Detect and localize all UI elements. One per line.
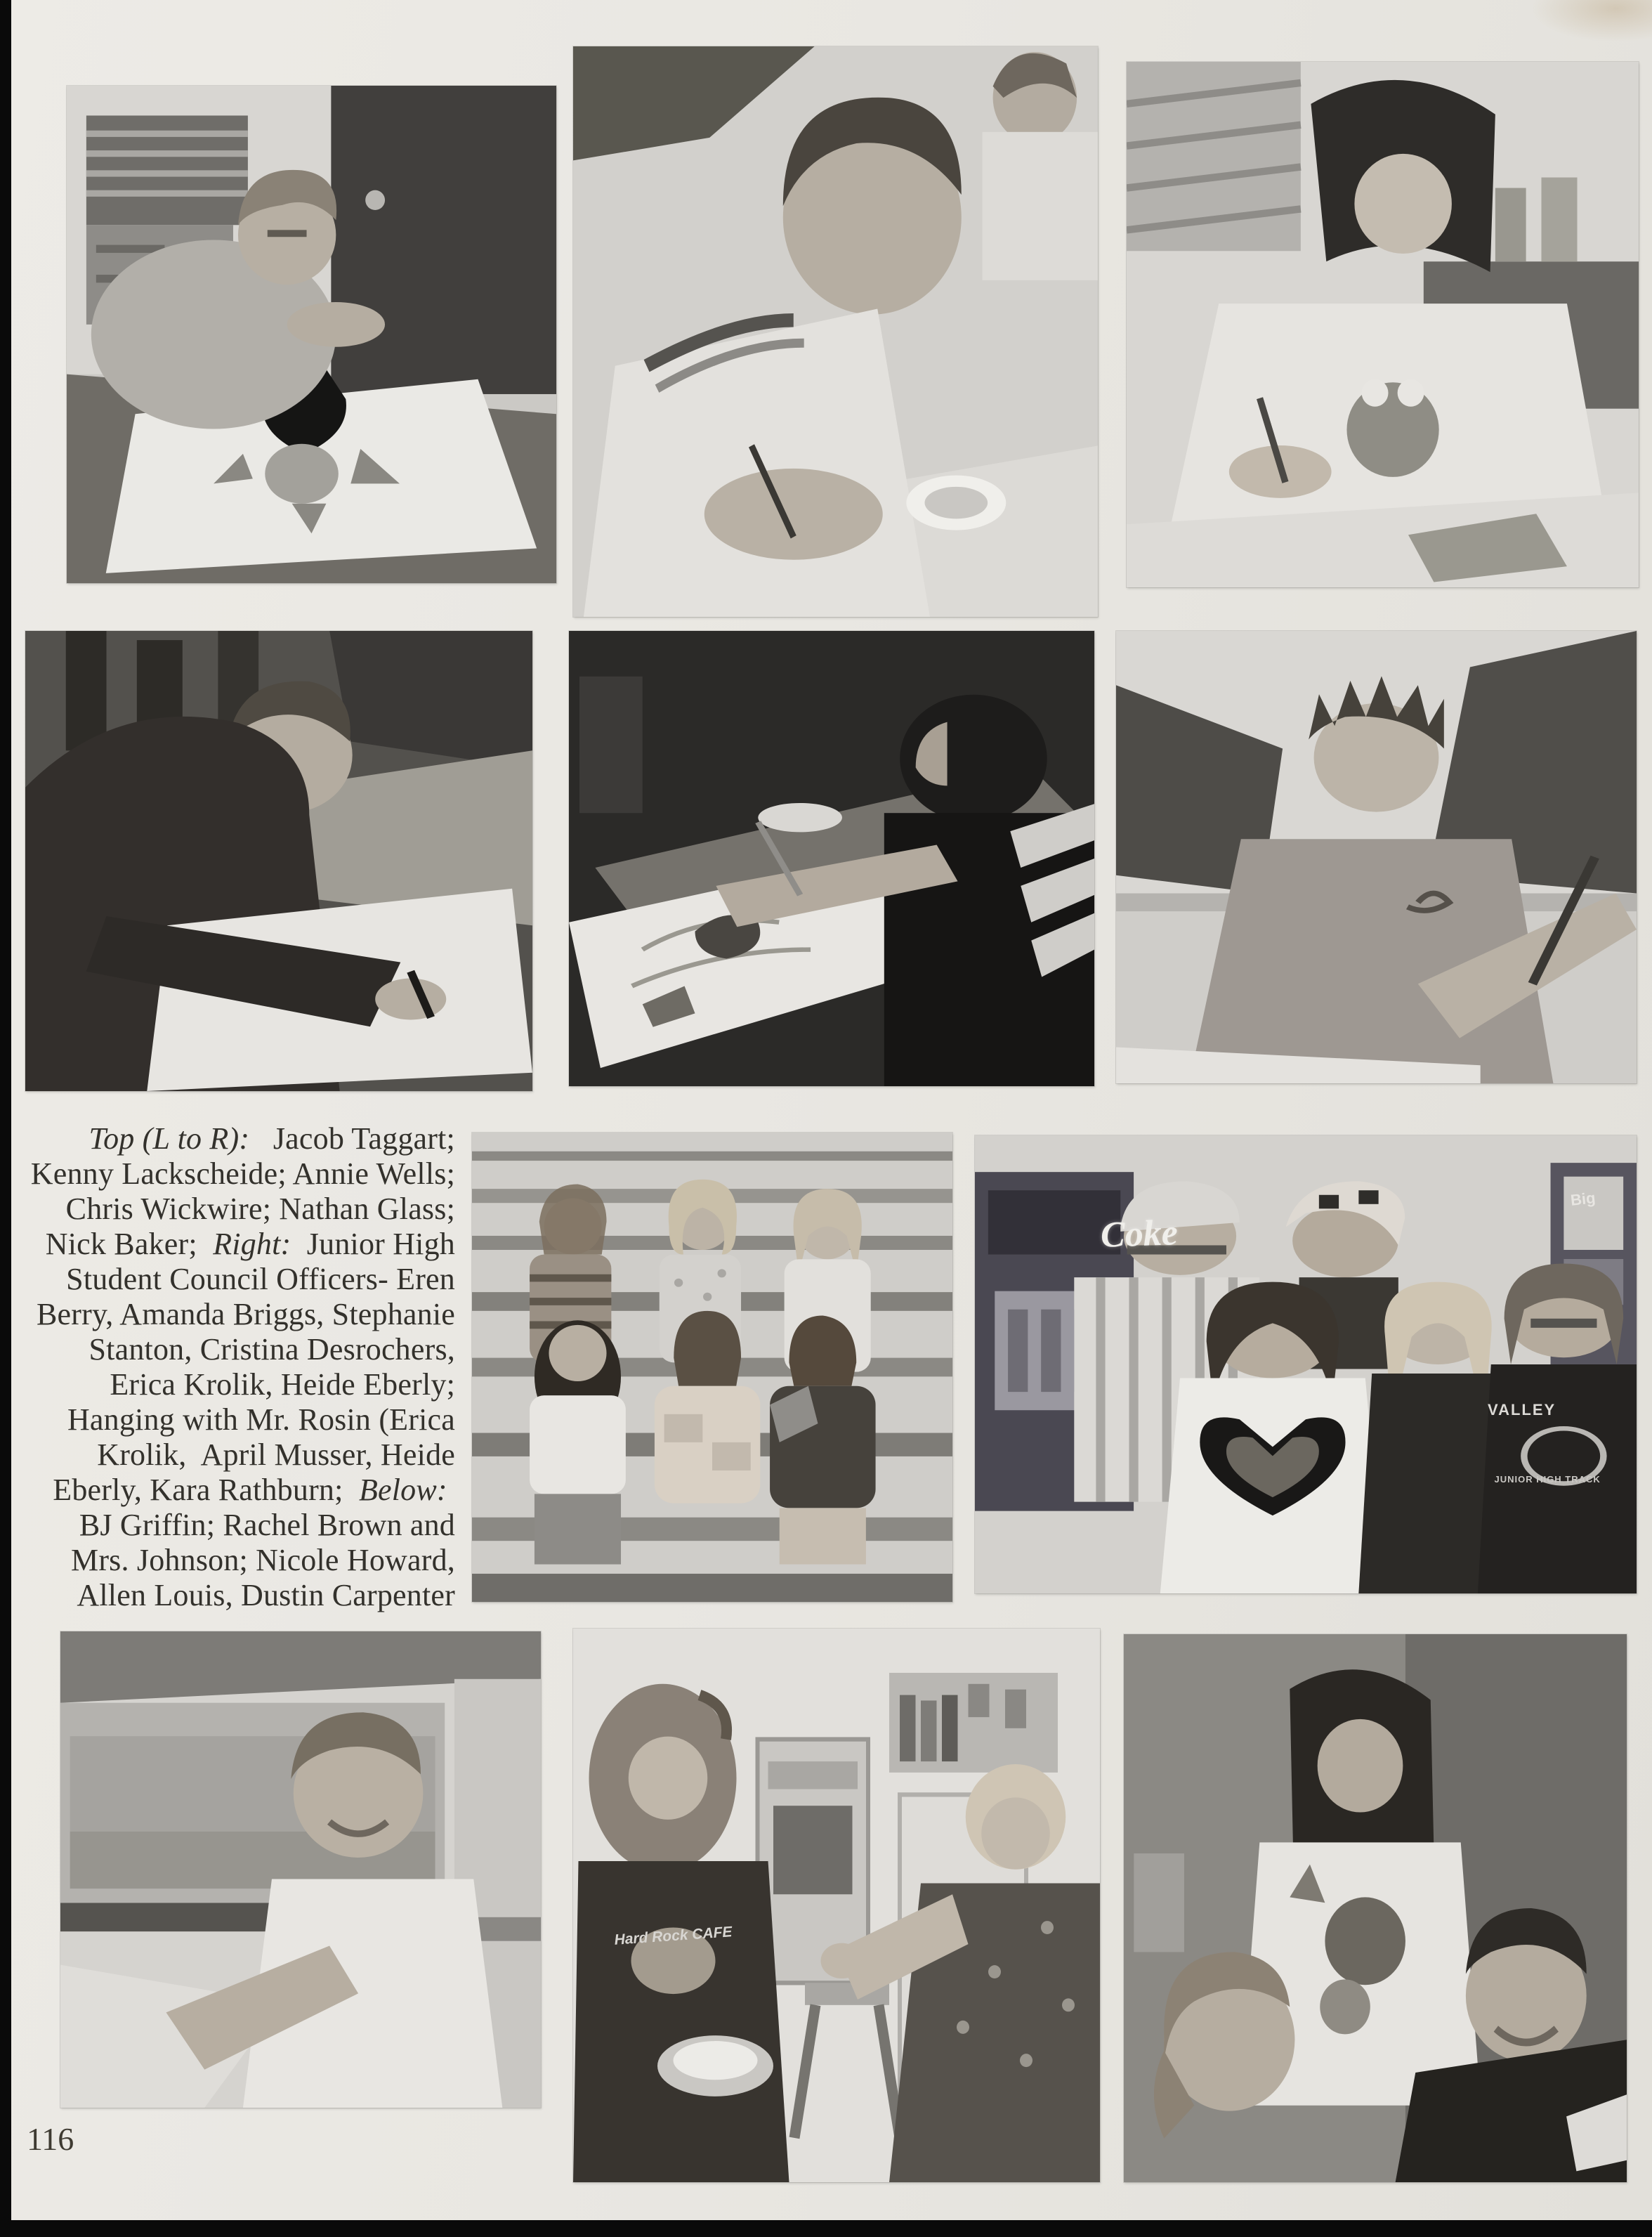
photo-student-council-officers <box>472 1133 952 1602</box>
photo-nick-baker <box>1116 631 1637 1083</box>
big-sign-text: Big <box>1569 1189 1597 1210</box>
photo-kenny-lackscheide-art <box>573 46 1098 617</box>
page-number: 116 <box>27 2121 74 2157</box>
photo-bj-griffin-art <box>60 1631 541 2108</box>
scan-smudge <box>1531 0 1652 42</box>
photo-mr-rosin-art <box>975 1135 1637 1593</box>
wicker-basket <box>1127 62 1301 251</box>
track-shirt-text: JUNIOR HIGH TRACK <box>1494 1474 1601 1485</box>
photo-kitchen-art <box>573 1629 1100 2182</box>
photo-student-council-art <box>472 1133 952 1602</box>
photo-annie-wells <box>1127 62 1639 587</box>
photo-chris-wickwire <box>25 631 532 1091</box>
photo-bj-griffin <box>60 1631 541 2108</box>
photo-chris-wickwire-art <box>25 631 532 1091</box>
photo-nathan-glass-art <box>569 631 1094 1086</box>
valley-shirt-text: VALLEY <box>1488 1401 1556 1419</box>
photo-caption: Top (L to R): Jacob Taggart; Kenny Lackscheide; Annie Wells; Chris Wickwire; Nathan Glass; Nick Baker; Right: Junior High Student Council Officers- Eren Berry, Amanda Briggs, Stephanie Stanton, Cristina Desrochers, Erica Krolik, Heide Eberly; Hanging with Mr. Rosin (Erica Krolik, April Musser, Heide Eberly, Kara Rathburn; Below: BJ Griffin; Rachel Brown and Mrs. Johnson; Nicole Howard, Allen Louis, Dustin Carpenter <box>30 1121 455 1612</box>
photo-three-teens-art <box>1124 1634 1627 2182</box>
photo-kenny-lackscheide <box>573 46 1098 617</box>
photo-hanging-with-mr-rosin <box>975 1135 1637 1593</box>
photo-nathan-glass <box>569 631 1094 1086</box>
photo-jacob-taggart <box>67 86 556 583</box>
bookshelf <box>889 1673 1058 1773</box>
coke-sign-text: Coke <box>1100 1212 1179 1256</box>
photo-howard-louis-carpenter <box>1124 1634 1627 2182</box>
photo-nick-baker-art <box>1116 631 1637 1083</box>
photo-jacob-taggart-art <box>67 86 556 583</box>
photo-rachel-brown-mrs-johnson <box>573 1629 1100 2182</box>
photo-annie-wells-art <box>1127 62 1639 587</box>
scan-edge-left <box>0 0 11 2237</box>
hard-rock-shirt-text: Hard Rock CAFE <box>613 1923 733 1948</box>
scan-edge-bottom <box>0 2220 1652 2237</box>
